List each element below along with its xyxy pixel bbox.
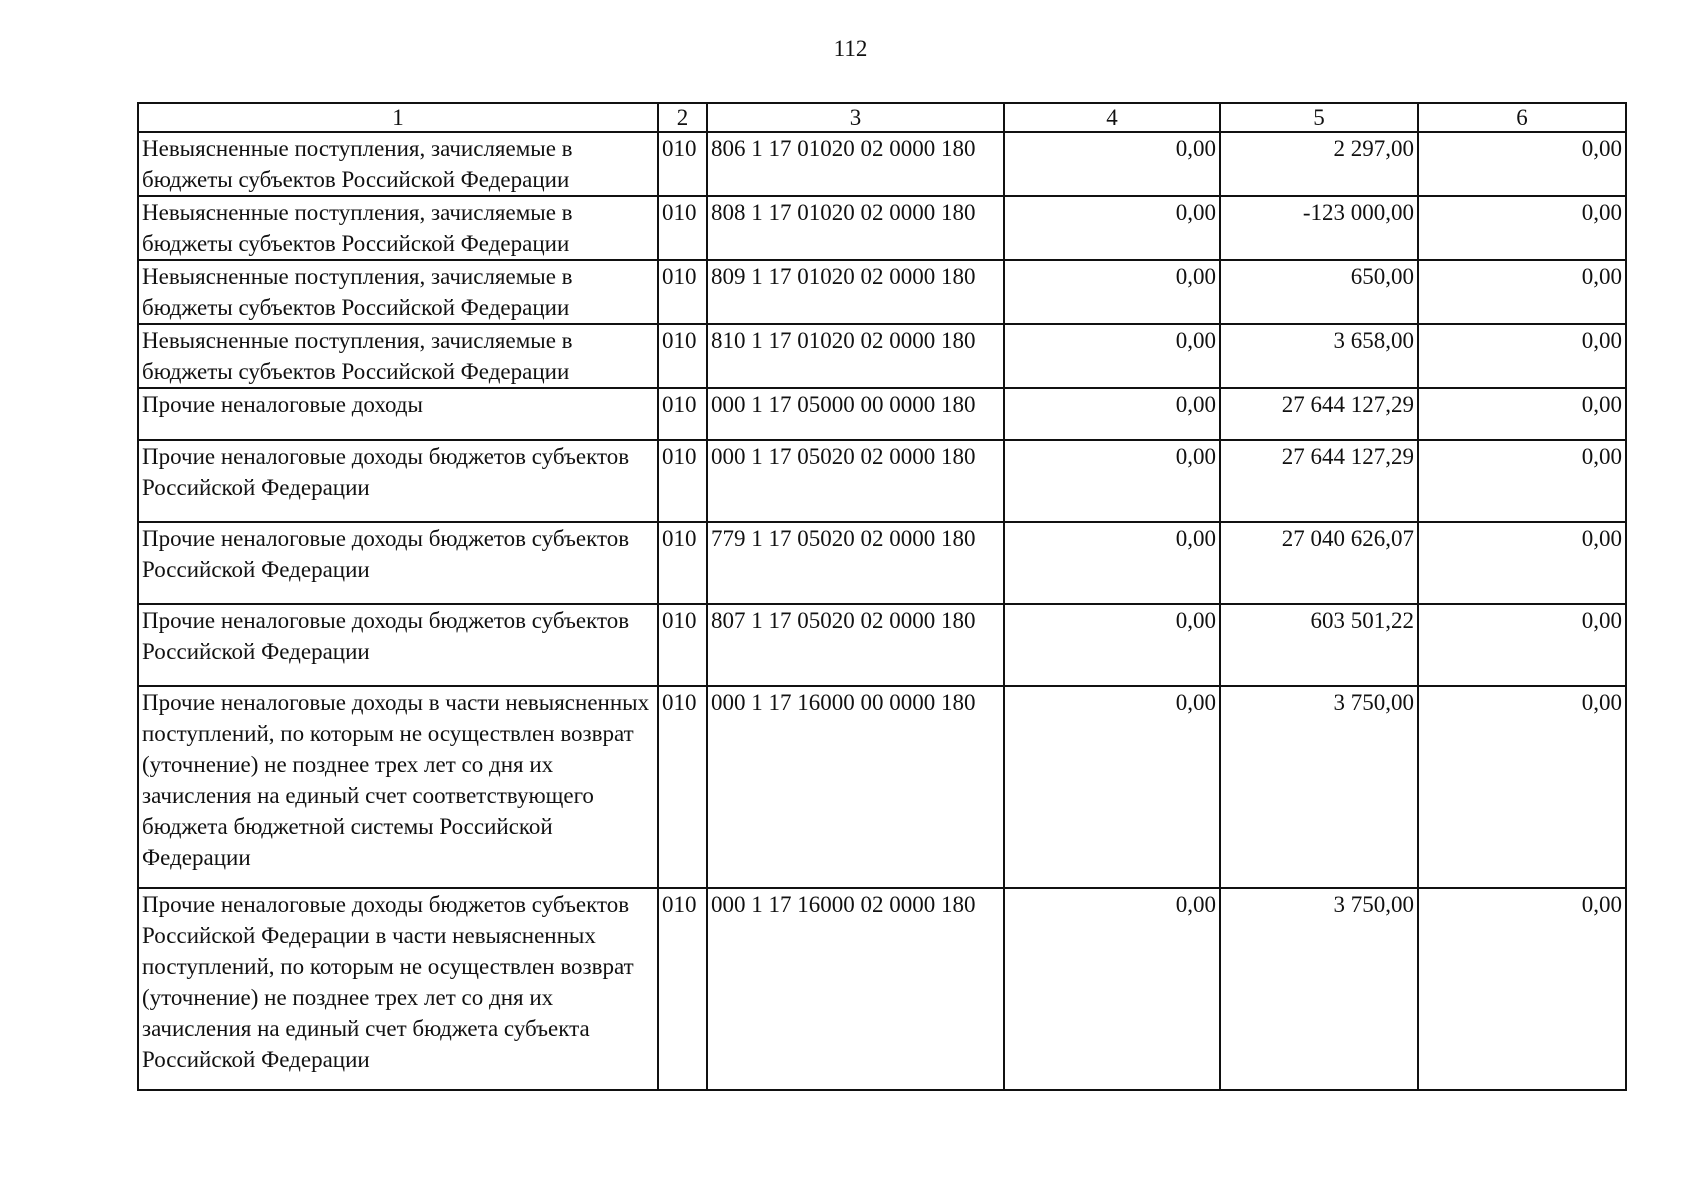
row-col6-value: 0,00 bbox=[1418, 440, 1626, 522]
table-row bbox=[138, 686, 1626, 888]
row-col5-value: 603 501,22 bbox=[1220, 604, 1418, 686]
row-name: Прочие неналоговые доходы бюджетов субъектов Российской Федерации bbox=[138, 604, 658, 686]
header-col-3: 3 bbox=[707, 103, 1004, 132]
table-row bbox=[138, 260, 1626, 324]
row-budget-code: 808 1 17 01020 02 0000 180 bbox=[707, 196, 1004, 260]
row-col5-value: 650,00 bbox=[1220, 260, 1418, 324]
header-col-2: 2 bbox=[658, 103, 707, 132]
row-col4-value: 0,00 bbox=[1004, 388, 1220, 440]
row-line-code: 010 bbox=[658, 196, 707, 260]
row-col4-value: 0,00 bbox=[1004, 132, 1220, 196]
header-col-1: 1 bbox=[138, 103, 658, 132]
row-name: Прочие неналоговые доходы bbox=[138, 388, 658, 440]
row-budget-code: 779 1 17 05020 02 0000 180 bbox=[707, 522, 1004, 604]
row-col6-value: 0,00 bbox=[1418, 888, 1626, 1090]
row-col4-value: 0,00 bbox=[1004, 324, 1220, 388]
row-col6-value: 0,00 bbox=[1418, 604, 1626, 686]
row-budget-code: 000 1 17 16000 02 0000 180 bbox=[707, 888, 1004, 1090]
row-col4-value: 0,00 bbox=[1004, 522, 1220, 604]
row-col4-value: 0,00 bbox=[1004, 440, 1220, 522]
row-line-code: 010 bbox=[658, 522, 707, 604]
row-budget-code: 810 1 17 01020 02 0000 180 bbox=[707, 324, 1004, 388]
row-col5-value: -123 000,00 bbox=[1220, 196, 1418, 260]
row-col5-value: 3 750,00 bbox=[1220, 888, 1418, 1090]
row-col5-value: 3 658,00 bbox=[1220, 324, 1418, 388]
row-col6-value: 0,00 bbox=[1418, 132, 1626, 196]
row-line-code: 010 bbox=[658, 888, 707, 1090]
row-budget-code: 000 1 17 05020 02 0000 180 bbox=[707, 440, 1004, 522]
row-name: Невыясненные поступления, зачисляемые в бюджеты субъектов Российской Федерации bbox=[138, 260, 658, 324]
row-col6-value: 0,00 bbox=[1418, 324, 1626, 388]
row-col5-value: 27 644 127,29 bbox=[1220, 440, 1418, 522]
row-line-code: 010 bbox=[658, 260, 707, 324]
table-row bbox=[138, 324, 1626, 388]
row-col5-value: 3 750,00 bbox=[1220, 686, 1418, 888]
revenue-table bbox=[137, 102, 1627, 1091]
header-col-5: 5 bbox=[1220, 103, 1418, 132]
row-line-code: 010 bbox=[658, 440, 707, 522]
table-row bbox=[138, 132, 1626, 196]
row-budget-code: 000 1 17 05000 00 0000 180 bbox=[707, 388, 1004, 440]
row-col6-value: 0,00 bbox=[1418, 196, 1626, 260]
row-line-code: 010 bbox=[658, 604, 707, 686]
row-name: Невыясненные поступления, зачисляемые в бюджеты субъектов Российской Федерации bbox=[138, 324, 658, 388]
row-name: Прочие неналоговые доходы в части невыясненных поступлений, по которым не осуществлен возврат (уточнение) не позднее трех лет со дня их зачисления на единый счет соответствующего бюджета бюджетной системы Российской Федерации bbox=[138, 686, 658, 888]
row-budget-code: 807 1 17 05020 02 0000 180 bbox=[707, 604, 1004, 686]
row-col6-value: 0,00 bbox=[1418, 686, 1626, 888]
row-budget-code: 806 1 17 01020 02 0000 180 bbox=[707, 132, 1004, 196]
row-name: Прочие неналоговые доходы бюджетов субъектов Российской Федерации bbox=[138, 522, 658, 604]
table-row bbox=[138, 522, 1626, 604]
row-line-code: 010 bbox=[658, 388, 707, 440]
row-col4-value: 0,00 bbox=[1004, 686, 1220, 888]
row-col4-value: 0,00 bbox=[1004, 196, 1220, 260]
header-row bbox=[138, 103, 1626, 132]
table-row bbox=[138, 440, 1626, 522]
row-col6-value: 0,00 bbox=[1418, 388, 1626, 440]
header-col-4: 4 bbox=[1004, 103, 1220, 132]
row-name: Прочие неналоговые доходы бюджетов субъектов Российской Федерации в части невыясненных поступлений, по которым не осуществлен возврат (уточнение) не позднее трех лет со дня их зачисления на единый счет бюджета субъекта Российской Федерации bbox=[138, 888, 658, 1090]
row-line-code: 010 bbox=[658, 132, 707, 196]
table-row bbox=[138, 604, 1626, 686]
row-col5-value: 2 297,00 bbox=[1220, 132, 1418, 196]
table-row bbox=[138, 196, 1626, 260]
page-number: 112 bbox=[833, 36, 868, 61]
row-col4-value: 0,00 bbox=[1004, 260, 1220, 324]
row-line-code: 010 bbox=[658, 324, 707, 388]
table-row bbox=[138, 388, 1626, 440]
row-name: Невыясненные поступления, зачисляемые в бюджеты субъектов Российской Федерации bbox=[138, 196, 658, 260]
table-row bbox=[138, 888, 1626, 1090]
header-col-6: 6 bbox=[1418, 103, 1626, 132]
row-col6-value: 0,00 bbox=[1418, 522, 1626, 604]
row-line-code: 010 bbox=[658, 686, 707, 888]
row-budget-code: 809 1 17 01020 02 0000 180 bbox=[707, 260, 1004, 324]
row-col4-value: 0,00 bbox=[1004, 888, 1220, 1090]
row-col5-value: 27 040 626,07 bbox=[1220, 522, 1418, 604]
row-name: Прочие неналоговые доходы бюджетов субъектов Российской Федерации bbox=[138, 440, 658, 522]
row-budget-code: 000 1 17 16000 00 0000 180 bbox=[707, 686, 1004, 888]
row-name: Невыясненные поступления, зачисляемые в бюджеты субъектов Российской Федерации bbox=[138, 132, 658, 196]
row-col5-value: 27 644 127,29 bbox=[1220, 388, 1418, 440]
row-col4-value: 0,00 bbox=[1004, 604, 1220, 686]
row-col6-value: 0,00 bbox=[1418, 260, 1626, 324]
